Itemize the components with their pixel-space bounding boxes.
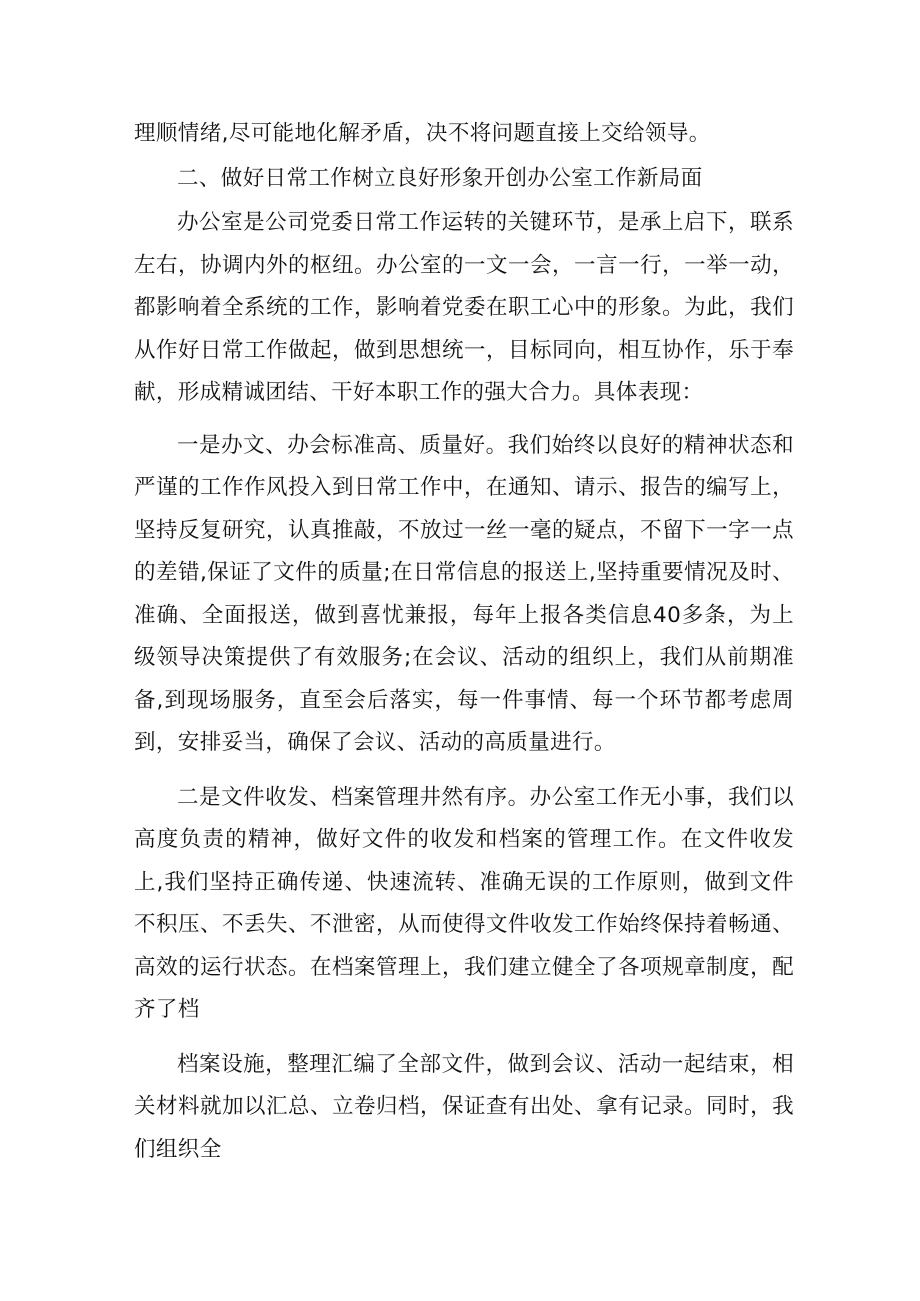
paragraph-archive-facilities: 档案设施，整理汇编了全部文件，做到会议、活动一起结束，相关材料就加以汇总、立卷归档，保证查有出处、拿有记录。同时，我们组织全 xyxy=(134,1051,794,1162)
paragraph-document-meeting: 一是办文、办会标准高、质量好。我们始终以良好的精神状态和严谨的工作作风投入到日常工作中，在通知、请示、报告的编写上，坚持反复研究，认真推敲，不放过一丝一毫的疑点，不留下一字一点的差错,保证了文件的质量;在日常信息的报送上,坚持重要情况及时、准确、全面报送，做到喜忧兼报，每年上报各类信息40多条，为上级领导决策提供了有效服务;在会议、活动的组织上，我们从前期准备,到现场服务，直至会后落实，每一件事情、每一个环节都考虑周到，安排妥当，确保了会议、活动的高质量进行。 xyxy=(134,432,794,755)
paragraph-continuation: 理顺情绪,尽可能地化解矛盾，决不将问题直接上交给领导。 xyxy=(134,121,711,146)
paragraph-file-archive: 二是文件收发、档案管理井然有序。办公室工作无小事，我们以高度负责的精神，做好文件的收发和档案的管理工作。在文件收发上,我们坚持正确传递、快速流转、准确无误的工作原则，做到文件不积压、不丢失、不泄密，从而使得文件收发工作始终保持着畅通、高效的运行状态。在档案管理上，我们建立健全了各项规章制度，配齐了档 xyxy=(134,784,794,1022)
section-heading: 二、做好日常工作树立良好形象开创办公室工作新局面 xyxy=(177,165,703,191)
paragraph-office-role: 办公室是公司党委日常工作运转的关键环节，是承上启下，联系左右，协调内外的枢纽。办公室的一文一会，一言一行，一举一动，都影响着全系统的工作，影响着党委在职工心中的形象。为此，我们从作好日常工作做起，做到思想统一，目标同向，相互协作，乐于奉献，形成精诚团结、干好本职工作的强大合力。具体表现： xyxy=(134,210,794,405)
document-body xyxy=(134,113,794,1171)
